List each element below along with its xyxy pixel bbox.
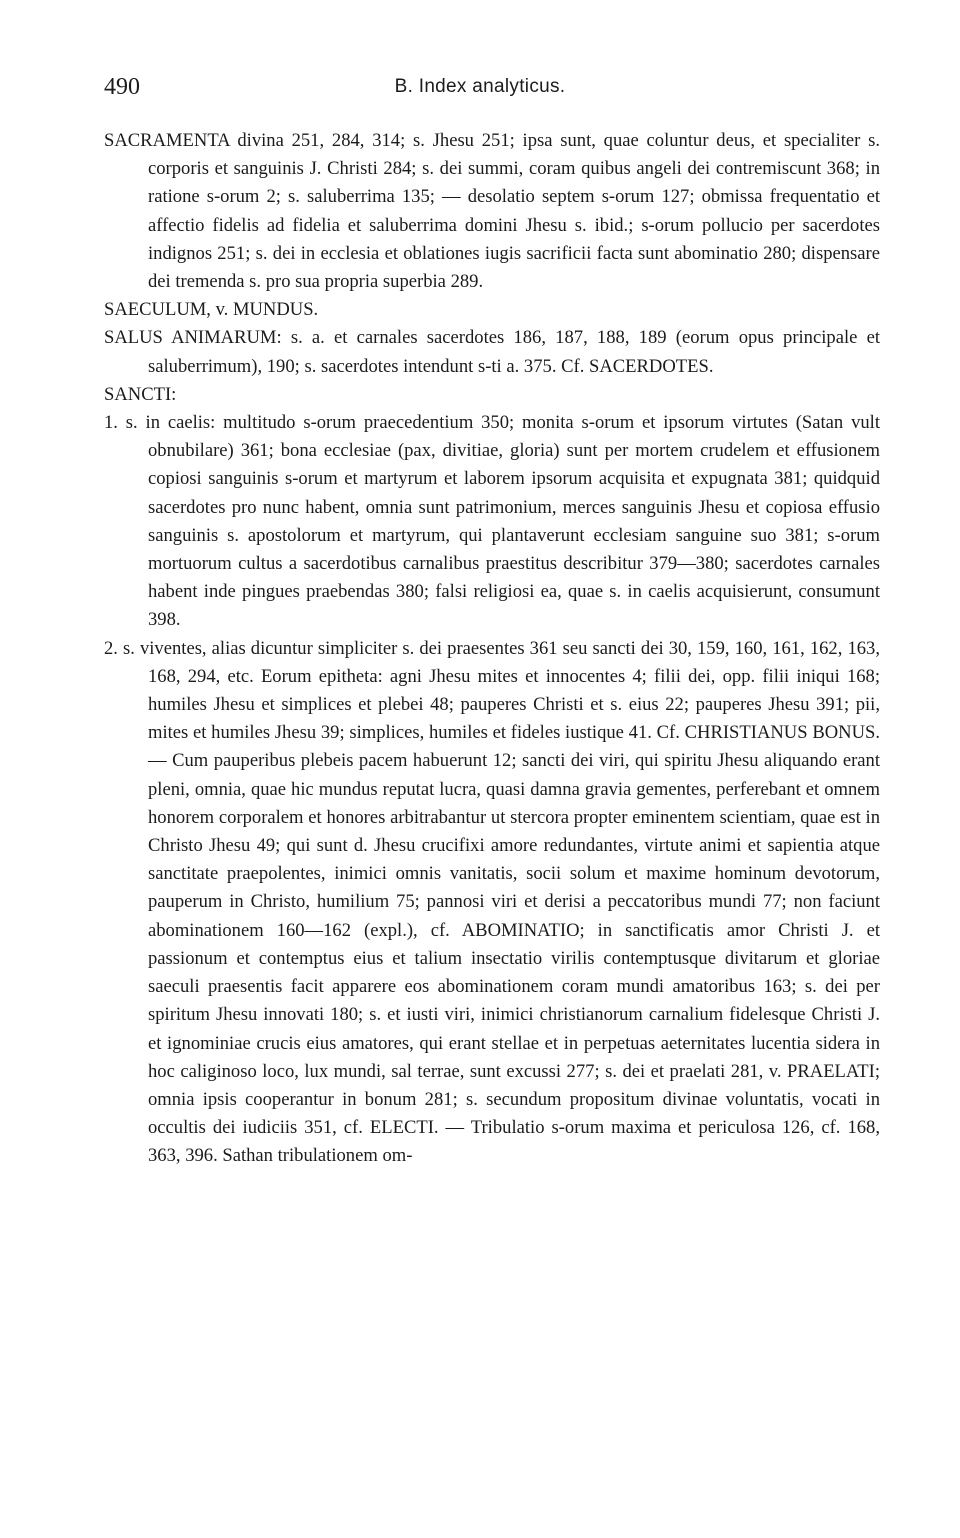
index-entry-saeculum: SAECULUM, v. MUNDUS. [104,299,319,321]
index-body [104,127,880,1171]
index-entry-salus-animarum: SALUS ANIMARUM: s. a. et carnales sacerdotes 186, 187, 188, 189 (eorum opus principale et saluberrimum), 190; s. sacerdotes intendunt s-ti a. 375. Cf. SACERDOTES. [104,327,880,377]
page-number: 490 [104,74,140,100]
index-entry-sacramenta: SACRAMENTA divina 251, 284, 314; s. Jhesu 251; ipsa sunt, quae coluntur deus, et specialiter s. corporis et sanguinis J. Christi 284; s. dei summi, coram quibus angeli dei contremiscunt 368; in ratione s-orum 2; s. saluberrima 135; — desolatio septem s-orum 127; obmissa frequentatio et affectio fidelis ad fidelia et saluberrima domini Jhesu s. ibid.; s-orum pollucio per sacerdotes indignos 251; s. dei in ecclesia et oblationes iugis sacrificii facta sunt abominatio 280; dispensare dei tremenda s. pro sua propria superbia 289. [104,130,880,293]
index-subentry-sancti-in-caelis: 1. s. in caelis: multitudo s-orum praecedentium 350; monita s-orum et ipsorum virtutes (Satan vult obnubilare) 361; bona ecclesiae (pax, divitiae, gloria) sunt per mortem crudelem et effusionem copiosi sanguinis s-orum et martyrum et laborem ipsorum acquisita et expugnata 381; quidquid sacerdotes pro nunc habent, omnia sunt patrimonium, merces sanguinis Jhesu et copiosa effusio sanguinis s. apostolorum et martyrum, qui plantaverunt ecclesiam sanguine suo 381; s-orum mortuorum cultus a sacerdotibus carnalibus praestitus describitur 379—380; sacerdotes carnales habent inde pingues praebendas 380; falsi religiosi ea, quae s. in caelis acquisierunt, consumunt 398. [104,412,880,631]
index-entry-sancti: SANCTI: [104,383,177,405]
index-subentry-sancti-viventes: 2. s. viventes, alias dicuntur simpliciter s. dei praesentes 361 seu sancti dei 30, 159, 160, 161, 162, 163, 168, 294, etc. Eorum epitheta: agni Jhesu mites et innocentes 4; filii dei, opp. filii iniqui 168; humiles Jhesu et simplices et plebei 48; pauperes Christi et s. eius 22; pauperes Jhesu 391; pii, mites et humiles Jhesu 39; simplices, humiles et fideles iustique 41. Cf. CHRISTIANUS BONUS. — Cum pauperibus plebeis pacem habuerunt 12; sancti dei viri, qui spiritu Jhesu aliquando erant pleni, omnia, quae hic mundus reputat lucra, quasi damna gravia gementes, perferebant et omnem honorem corporalem et honores arbitrabantur ut stercora propter eminentem scientiam, quae est in Christo Jhesu 49; qui sunt d. Jhesu crucifixi amore redundantes, virtute animi et sapientia atque sanctitate praepolentes, inimici omnis vanitatis, socii solum et maxime hominum devotorum, pauperum in Christo, humilium 75; pannosi viri et derisi a peccatoribus mundi 77; non faciunt abominationem 160—162 (expl.), cf. ABOMINATIO; in sanctificatis amor Christi J. et passionum et contemptus eius et talium insectatio virilis contemptusque divitarum et gloriae saeculi praesentis facit apparere eos abominationem coram mundi amatoribus 163; s. dei per spiritum Jhesu innovati 180; s. et iusti viri, inimici christianorum carnalium fidelesque Christi J. et ignominiae crucis eius amatores, qui erant stellae et in perpetuas aeternitates lucentia sidera in hoc caliginoso loco, lux mundi, sal terrae, sunt excussi 277; s. dei et praelati 281, v. PRAELATI; omnia ipsis cooperantur in bonum 281; s. secundum propositum divinae voluntatis, vocati in occultis dei iudiciis 351, cf. ELECTI. — Tribulatio s-orum maxima et periculosa 126, cf. 168, 363, 396. Sathan tribulationem om- [104,637,880,1167]
running-head: B. Index analyticus. [394,76,566,97]
